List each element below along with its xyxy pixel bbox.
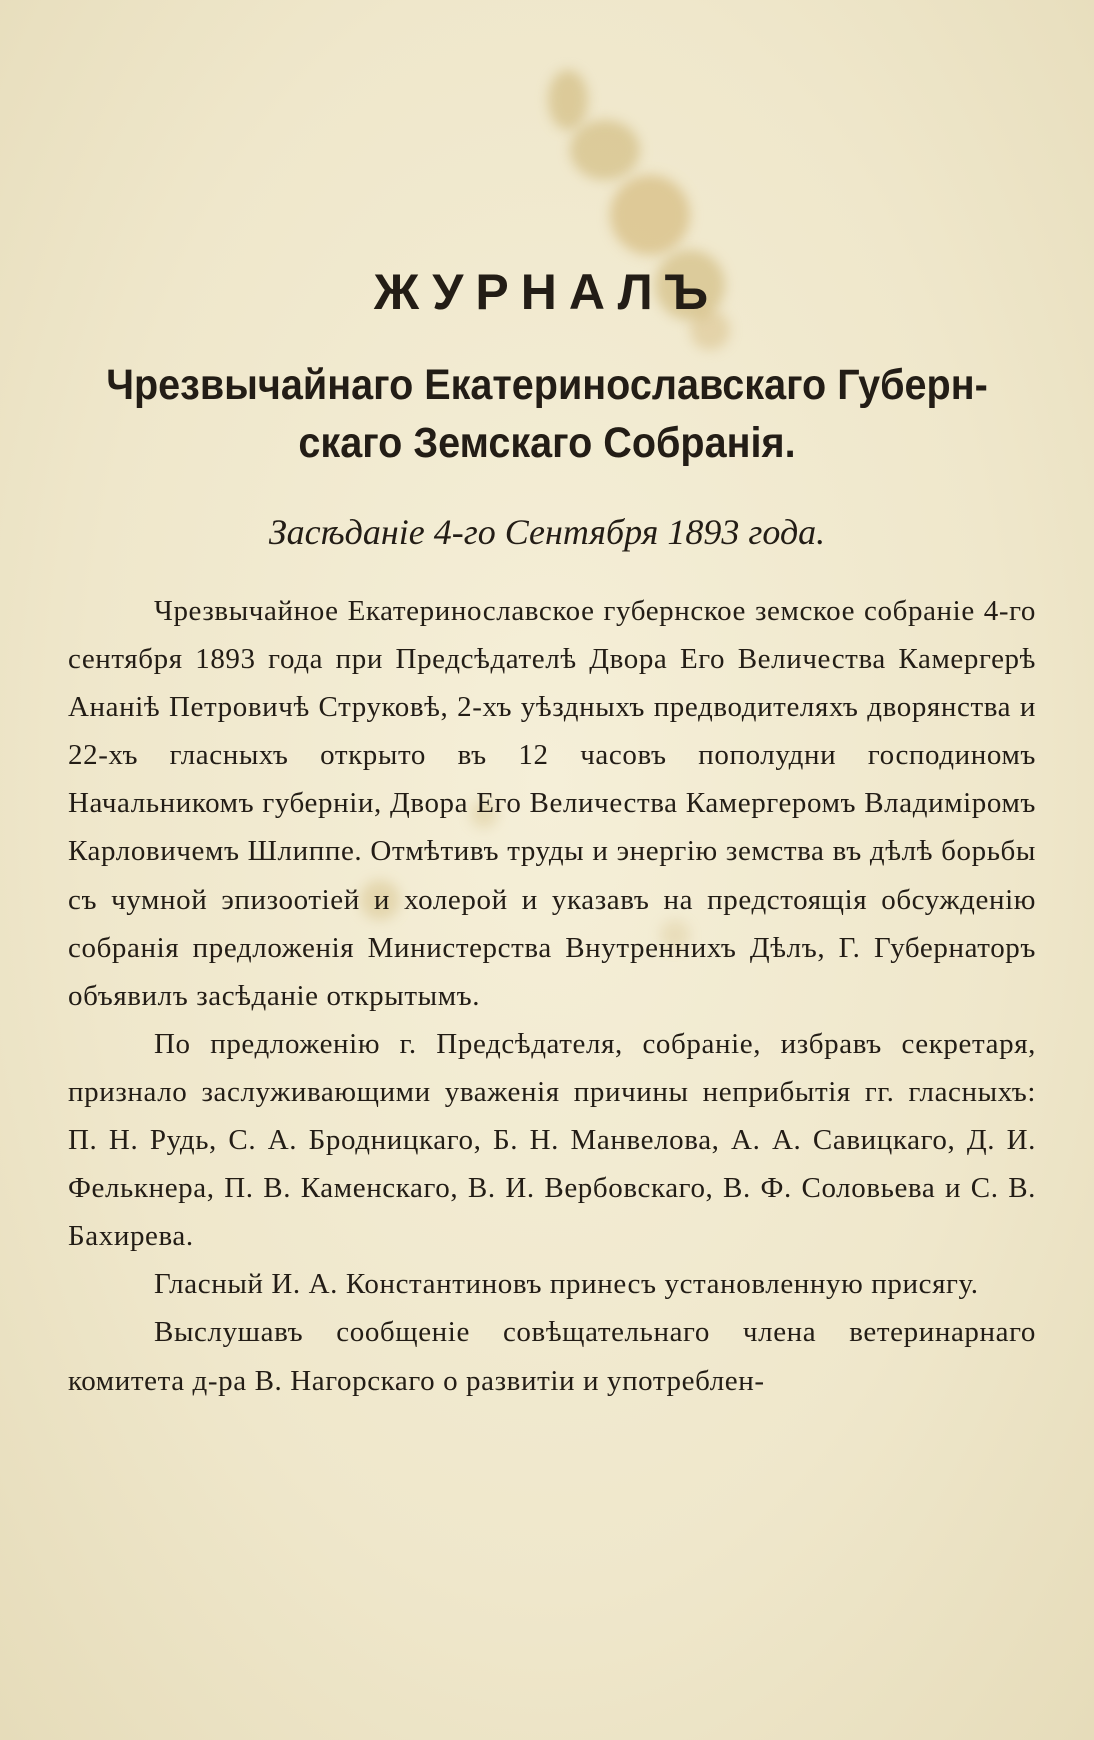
- paper-stain: [610, 175, 690, 255]
- subtitle-line: Чрезвычайнаго Екатеринославскаго Губерн-: [106, 361, 988, 409]
- paragraph: Чрезвычайное Екатеринославское губернское земское собраніе 4-го сентября 1893 года при Предсѣдателѣ Двора Его Величества Камергерѣ Ананіѣ Петровичѣ Струковѣ, 2-хъ уѣздныхъ предводителяхъ дворянства и 22-хъ гласныхъ открыто въ 12 часовъ пополудни господиномъ Начальникомъ губерніи, Двора Его Величества Камергеромъ Владиміромъ Карловичемъ Шлиппе. Отмѣтивъ труды и энергію земства въ дѣлѣ борьбы съ чумной эпизоотіей и холерой и указавъ на предстоящія обсужденію собранія предложенія Министерства Внутреннихъ Дѣлъ, Г. Губернаторъ объявилъ засѣданіе открытымъ.: [68, 595, 1036, 1012]
- meeting-date-line: Засѣданіе 4-го Сентября 1893 года.: [268, 512, 826, 552]
- document-title: ЖУРНАЛЪ: [373, 264, 721, 320]
- body-text: [68, 587, 1036, 1405]
- paper-stain: [570, 120, 640, 180]
- paragraph: Гласный И. А. Константиновъ принесъ установленную присягу.: [154, 1268, 979, 1301]
- subtitle-line: скаго Земскаго Собранія.: [298, 419, 796, 467]
- document-subtitle: [44, 356, 1050, 472]
- paper-stain: [548, 70, 588, 130]
- paragraph: По предложенію г. Предсѣдателя, собраніе, избравъ секретаря, признало заслуживающими уваженія причины неприбытія гг. гласныхъ: П. Н. Рудь, С. А. Бродницкаго, Б. Н. Манвелова, А. А. Савицкаго, Д. И. Фелькнера, П. В. Каменскаго, В. И. Вербовскаго, В. Ф. Соловьева и С. В. Бахирева.: [68, 1027, 1036, 1253]
- paragraph: Выслушавъ сообщеніе совѣщательнаго члена ветеринарнаго комитета д-ра В. Нагорскаго о развитіи и употреблен-: [68, 1316, 1036, 1397]
